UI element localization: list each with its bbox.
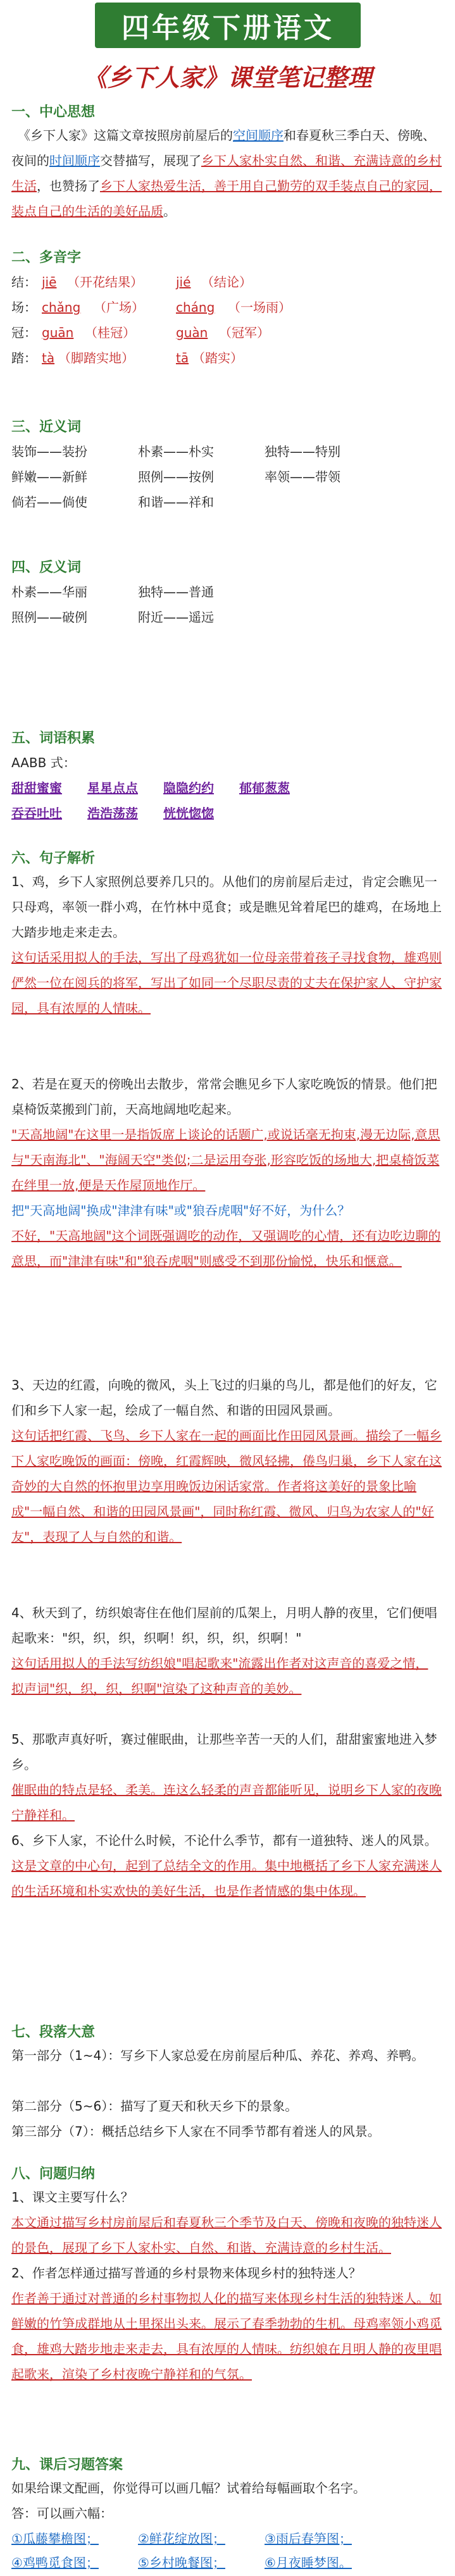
sentence-analysis-6: 6、乡下人家，不论什么时候，不论什么季节，都有一道独特、迷人的风景。 这是文章的中心句，起到了总结全文的作用。集中地概括了乡下人家充满迷人的生活环境和朴实欢快的美好生活，也是作者情感的集中体现。 (11, 1833, 442, 1899)
pinyin-1: tà (42, 350, 55, 366)
section-5-heading: 五、词语积累 (11, 730, 96, 746)
aabb-word: 甜甜蜜蜜 (11, 780, 62, 796)
pinyin-2: guàn (176, 325, 208, 340)
synonym-pair: 鲜嫩——新鲜 (11, 469, 87, 484)
polyphone-char: 冠： (11, 325, 37, 340)
word-2: （一场雨） (228, 300, 291, 315)
aabb-label: AABB 式： (11, 755, 76, 770)
page-title: 四年级下册语文 (122, 12, 334, 44)
aabb-word: 星星点点 (87, 780, 138, 796)
picture-name: ①瓜藤攀檐图； (11, 2531, 99, 2546)
paragraph-summary-3: 第三部分（7）：概括总结乡下人家在不同季节都有着迷人的风景。 (11, 2124, 380, 2139)
picture-name: ⑤乡村晚餐图； (138, 2555, 225, 2570)
lesson-subtitle: 《乡下人家》课堂笔记整理 (83, 64, 372, 92)
paragraph-summary-2: 第二部分（5~6）：描写了夏天和秋天乡下的景象。 (11, 2098, 298, 2114)
section-4-heading: 四、反义词 (11, 560, 82, 576)
paragraph-summary-1: 第一部分（1~4）：写乡下人家总爱在房前屋后种瓜、养花、养鸡、养鸭。 (11, 2048, 425, 2063)
section-9-heading: 九、课后习题答案 (11, 2457, 123, 2473)
word-1: （开花结果） (67, 274, 143, 290)
section-6-heading: 六、句子解析 (11, 851, 96, 866)
aabb-word: 浩浩荡荡 (87, 806, 138, 821)
picture-name: ④鸡鸭觅食图； (11, 2555, 99, 2570)
pinyin-1: chǎng (42, 300, 81, 315)
polyphone-char: 结： (11, 274, 37, 290)
word-2: （冠军） (219, 325, 270, 340)
sentence-analysis-3: 3、天边的红霞，向晚的微风，头上飞过的归巢的鸟儿，都是他们的好友，它们和乡下人家一起，绘成了一幅自然、和谐的田园风景画。 这句话把红霞、飞鸟、乡下人家在一起的画面比作田园风景画。描绘了一幅乡下人家吃晚饭的画面：傍晚，红霞辉映，微风轻拂，倦鸟归巢，乡下人家在这奇妙的大自然的怀抱里边享用晚饭边闲话家常。作者将这美好的景象比喻成"一幅自然、和谐的田园风景画"，同时称红霞、微风、归鸟为农家人的"好友"，表现了人与自然的和谐。 (11, 1377, 442, 1544)
sentence-analysis-5: 5、那歌声真好听，赛过催眠曲，让那些辛苦一天的人们，甜甜蜜蜜地进入梦乡。 催眠曲的特点是轻、柔美。连这么轻柔的声音都能听见，说明乡下人家的夜晚宁静祥和。 (11, 1732, 442, 1823)
sentence-analysis-1: 1、鸡，乡下人家照例总要养几只的。从他们的房前屋后走过，肯定会瞧见一只母鸡，率领一群小鸡，在竹林中觅食；或是瞧见耸着尾巴的雄鸡，在场地上大踏步地走来走去。 这句话采用拟人的手法，写出了母鸡犹如一位母亲带着孩子寻找食物，雄鸡则俨然一位在阅兵的将军，写出了如同一个尽职尽责的丈夫在保护家人、守护家园，具有浓厚的人情味。 (11, 874, 442, 1016)
sentence-analysis-2: 2、若是在夏天的傍晚出去散步，常常会瞧见乡下人家吃晚饭的情景。他们把桌椅饭菜搬到门前，天高地阔地吃起来。 "天高地阔"在这里一是指饭席上谈论的话题广,或说话毫无拘束,漫无边际,意思与"天南海北"、"海阔天空"类似;二是运用夸张,形容吃饭的场地大,把桌椅饭菜在绊里一放,便是天作屋顶地作厅。 把"天高地阔"换成"津津有味"或"狼吞虎咽"好不好，为什么？ 不好，"天高地阔"这个词既强调吃的动作，又强调吃的心情，还有边吃边聊的意思，而"津津有味"和"狼吞虎咽"则感受不到那份愉悦，快乐和惬意。 (11, 1076, 441, 1269)
sentence-analysis-4: 4、秋天到了，纺织娘寄住在他们屋前的瓜架上，月明人静的夜里，它们便唱起歌来："织，织，织，织啊！织，织，织，织啊！" 这句话用拟人的手法写纺织娘"唱起歌来"流露出作者对这声音的喜爱之情， 拟声词"织，织，织，织啊"渲染了这种声音的美妙。 (11, 1605, 437, 1696)
synonym-pair: 装饰——装扮 (11, 444, 87, 459)
synonym-pair: 率领——带领 (265, 469, 340, 484)
section-2-heading: 二、多音字 (11, 250, 82, 266)
exercise-question: 如果给课文配画，你觉得可以画几幅？试着给每幅画取个名字。 (11, 2480, 366, 2496)
synonym-pair: 和谐——祥和 (138, 495, 214, 510)
polyphone-char: 场： (11, 300, 37, 315)
picture-name: ⑥月夜睡梦图。 (265, 2555, 352, 2570)
title-banner (95, 3, 361, 48)
antonym-pair: 独特——普通 (138, 584, 214, 600)
exercise-answer-intro: 答：可以画六幅： (11, 2506, 113, 2521)
antonym-pair: 朴素——华丽 (11, 584, 87, 600)
word-2: （踏实） (192, 350, 243, 366)
section-7-heading: 七、段落大意 (11, 2024, 96, 2040)
word-1: （广场） (94, 300, 144, 315)
word-2: （结论） (201, 274, 252, 290)
pinyin-2: tā (176, 350, 189, 366)
pinyin-2: jié (176, 274, 191, 290)
picture-name: ③雨后春笋图； (265, 2531, 352, 2546)
section-3-heading: 三、近义词 (11, 419, 82, 435)
synonym-pair: 朴素——朴实 (138, 444, 214, 459)
picture-name: ②鲜花绽放图； (138, 2531, 225, 2546)
aabb-word: 恍恍惚惚 (163, 806, 214, 821)
antonym-pair: 附近——遥远 (138, 610, 214, 625)
section-8-heading: 八、问题归纳 (11, 2166, 96, 2182)
pinyin-1: jiē (42, 274, 57, 290)
word-1: （脚踏实地） (58, 350, 134, 366)
aabb-word: 吞吞吐吐 (11, 806, 62, 821)
word-1: （桂冠） (85, 325, 135, 340)
central-idea-text: 《乡下人家》这篇文章按照房前屋后的空间顺序和春夏秋三季白天、傍晚、夜间的时间顺序交替描写，展现了乡下人家朴实自然、和谐、充满诗意的乡村生活，也赞扬了乡下人家热爱生活，善于用自己勤劳的双手装点自己的家园，装点自己的生活的美好品质。 (11, 128, 442, 219)
antonym-pair: 照例——破例 (11, 610, 87, 625)
pinyin-1: guān (42, 325, 74, 340)
pinyin-2: cháng (176, 300, 215, 315)
question-summary: 1、课文主要写什么？ 本文通过描写乡村房前屋后和春夏秋三个季节及白天、傍晚和夜晚的独特迷人的景色，展现了乡下人家朴实、自然、和谐、充满诗意的乡村生活。 2、作者怎样通过描写普通的乡村景物来体现乡村的独特迷人？ 作者善于通过对普通的乡村事物拟人化的描写来体现乡村生活的独特迷人。如鲜嫩的竹笋成群地从土里探出头来。展示了春季勃勃的生机。母鸡率领小鸡觅食，雄鸡大踏步地走来走去，具有浓厚的人情味。纺织娘在月明人静的夜里唱起歌来，渲染了乡村夜晚宁静祥和的气氛。 (11, 2190, 442, 2382)
aabb-word: 隐隐约约 (163, 780, 214, 796)
synonym-pair: 倘若——倘使 (11, 495, 87, 510)
section-1-heading: 一、中心思想 (11, 104, 96, 120)
synonym-pair: 独特——特别 (265, 444, 340, 459)
polyphone-char: 踏： (11, 350, 37, 366)
aabb-word: 郁郁葱葱 (239, 780, 290, 796)
synonym-pair: 照例——按例 (138, 469, 214, 484)
